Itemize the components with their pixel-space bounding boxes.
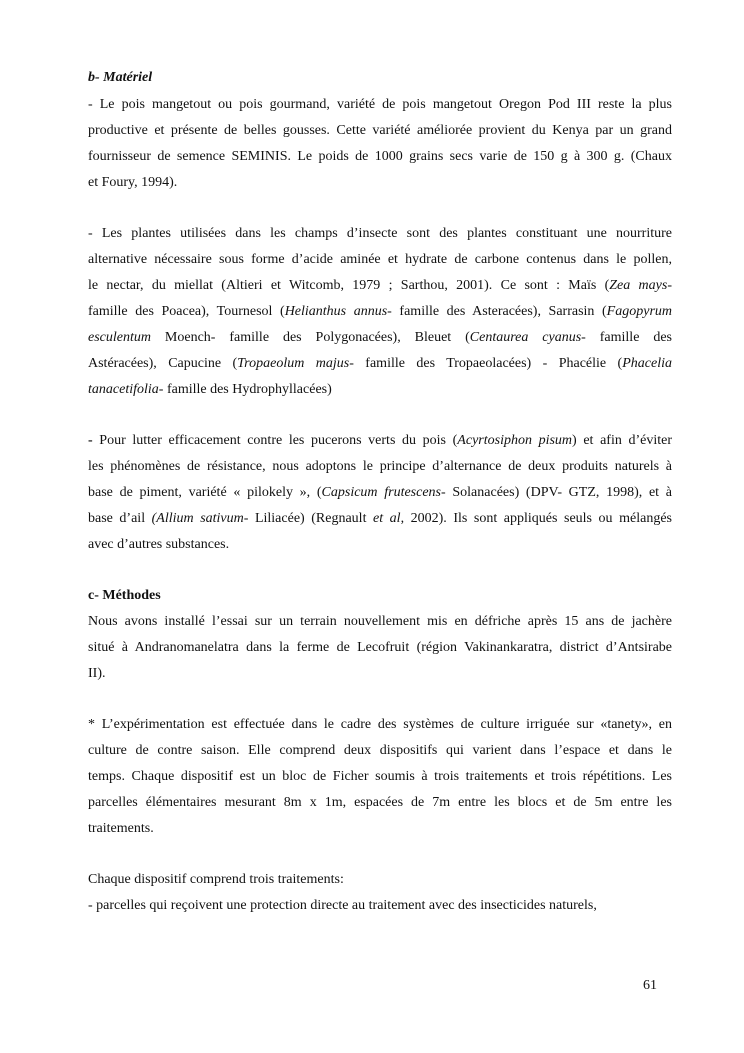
paragraph-line: - Le pois mangetout ou pois gourmand, variété de pois mangetout Oregon Pod III reste la plus bbox=[88, 97, 672, 112]
text-run: base de piment, variété « pilokely », ( bbox=[88, 485, 322, 500]
species-name: Fagopyrum bbox=[606, 304, 672, 319]
paragraph-line: - parcelles qui reçoivent une protection directe au traitement avec des insecticides naturels, bbox=[88, 898, 597, 913]
paragraph-line: fournisseur de semence SEMINIS. Le poids de 1000 grains secs varie de 150 g à 300 g. (Chaux bbox=[88, 149, 672, 164]
paragraph-line bbox=[88, 483, 672, 503]
paragraph-line: traitements. bbox=[88, 821, 154, 836]
species-name: Helianthus annus- bbox=[284, 304, 392, 319]
text-run: ) et afin d’éviter bbox=[572, 433, 673, 448]
paragraph-line: parcelles élémentaires mesurant 8m x 1m, espacées de 7m entre les blocs et de 5m entre les bbox=[88, 795, 672, 810]
text-run: Solanacées) (DPV- GTZ, 1998), et à bbox=[445, 485, 672, 500]
paragraph-line: et Foury, 1994). bbox=[88, 175, 178, 190]
text-run: base d’ail bbox=[88, 511, 152, 526]
paragraph-line: Nous avons installé l’essai sur un terrain nouvellement mis en défriche après 15 ans de jachère bbox=[88, 614, 672, 629]
citation-et-al: et al bbox=[373, 511, 401, 526]
text-run: Pour lutter efficacement contre les pucerons verts du pois ( bbox=[92, 433, 458, 448]
section-heading-materiel: b- Matériel bbox=[88, 70, 153, 85]
paragraph-line bbox=[88, 354, 672, 374]
text-run: famille des Tropaeolacées) - Phacélie ( bbox=[353, 356, 623, 371]
species-name: Acyrtosiphon pisum bbox=[457, 433, 573, 448]
paragraph-line: les phénomènes de résistance, nous adoptons le principe d’alternance de deux produits naturels à bbox=[88, 459, 672, 474]
species-name: tanacetifolia- bbox=[88, 382, 164, 397]
species-name: Centaurea cyanus- bbox=[469, 330, 586, 345]
paragraph-line: culture de contre saison. Elle comprend deux dispositifs qui varient dans l’espace et dans le bbox=[88, 743, 672, 758]
paragraph-line: alternative nécessaire sous forme d’acide aminée et hydrate de carbone contenus dans le pollen, bbox=[88, 252, 672, 267]
paragraph-line: productive et présente de belles gousses. Cette variété améliorée provient du Kenya par un grand bbox=[88, 123, 672, 138]
text-run: Moench- famille des Polygonacées), Bleuet ( bbox=[150, 330, 470, 345]
paragraph-line: avec d’autres substances. bbox=[88, 537, 230, 552]
text-run: famille des Poacea), Tournesol ( bbox=[88, 304, 285, 319]
paragraph-line: - Les plantes utilisées dans les champs d’insecte sont des plantes constituant une nourriture bbox=[88, 226, 672, 241]
species-name: Capsicum frutescens- bbox=[321, 485, 446, 500]
paragraph-line: temps. Chaque dispositif est un bloc de Ficher soumis à trois traitements et trois répétitions. Les bbox=[88, 769, 672, 784]
paragraph-line bbox=[88, 328, 672, 348]
species-name: Tropaeolum majus- bbox=[237, 356, 354, 371]
paragraph-line: * L’expérimentation est effectuée dans le cadre des systèmes de culture irriguée sur «tanety», en bbox=[88, 717, 672, 732]
paragraph-line bbox=[88, 302, 672, 322]
text-run: famille des bbox=[585, 330, 672, 345]
paragraph-line bbox=[88, 431, 672, 451]
species-name: esculentum bbox=[88, 330, 151, 345]
paragraph-line: II). bbox=[88, 666, 106, 681]
text-run: famille des Hydrophyllacées) bbox=[163, 382, 332, 397]
text-run: Astéracées), Capucine ( bbox=[88, 356, 238, 371]
text-run: famille des Asteracées), Sarrasin ( bbox=[391, 304, 607, 319]
species-name: Zea mays- bbox=[609, 278, 672, 293]
species-name: Phacelia bbox=[622, 356, 672, 371]
text-run: Liliacée) (Regnault bbox=[248, 511, 374, 526]
text-run: le nectar, du miellat (Altieri et Witcomb, 1979 ; Sarthou, 2001). Ce sont : Maïs ( bbox=[88, 278, 610, 293]
paragraph-line: situé à Andranomanelatra dans la ferme de Lecofruit (région Vakinankaratra, district d’Antsirabe bbox=[88, 640, 672, 655]
paragraph-line bbox=[88, 276, 672, 296]
paragraph-line: Chaque dispositif comprend trois traitements: bbox=[88, 872, 344, 887]
page-number: 61 bbox=[643, 978, 657, 993]
bullet-dash: - bbox=[88, 433, 93, 448]
section-heading-methodes: c- Méthodes bbox=[88, 588, 161, 603]
species-name: (Allium sativum- bbox=[151, 511, 249, 526]
paragraph-line bbox=[88, 380, 672, 400]
text-run: , 2002). Ils sont appliqués seuls ou mélangés bbox=[400, 511, 672, 526]
paragraph-line bbox=[88, 509, 672, 529]
